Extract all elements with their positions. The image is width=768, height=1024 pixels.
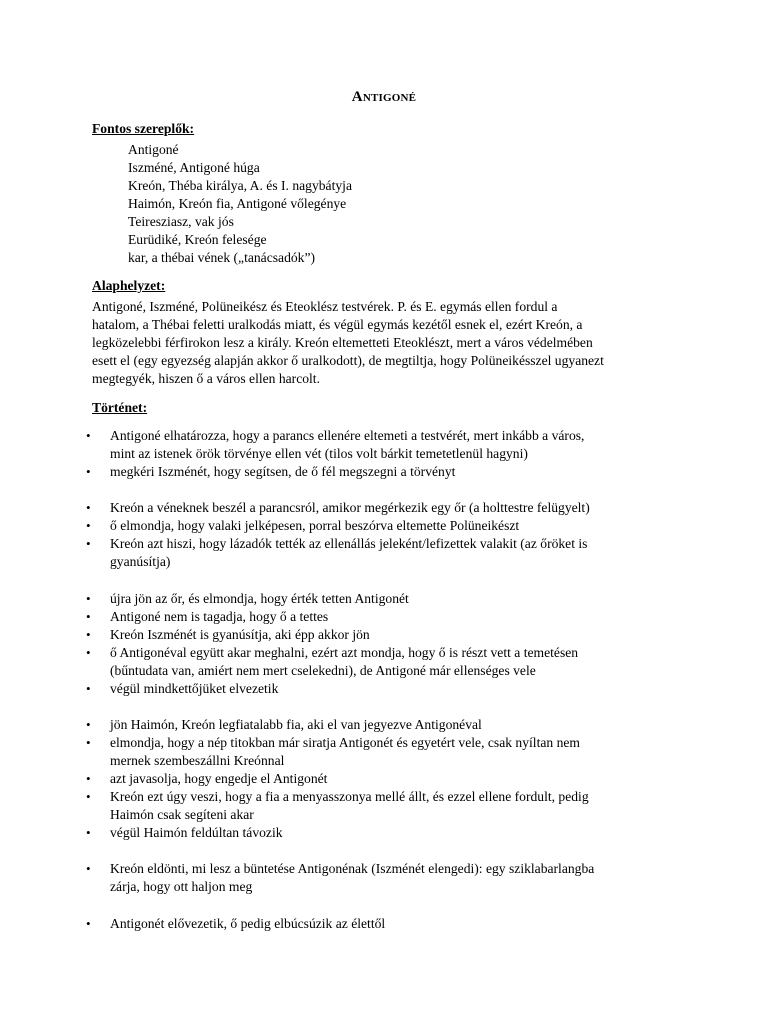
page-title: Antigoné xyxy=(351,89,417,105)
situation-line: Antigoné, Iszméné, Polüneikész és Eteoklész testvérek. P. és E. egymás ellen fordul a xyxy=(92,299,558,314)
story-item-line: mint az istenek örök törvénye ellen vét (tilos volt bárkit temetetlenül hagyni) xyxy=(110,446,528,461)
character-line: Teiresziasz, vak jós xyxy=(128,214,234,229)
situation-line: legközelebbi férfirokon lesz a király. Kreón eltemetteti Eteoklészt, mert a város védelmében xyxy=(92,335,593,350)
situation-heading: Alaphelyzet: xyxy=(92,278,166,293)
bullet-marker: • xyxy=(86,536,91,551)
situation-line: hatalom, a Thébai feletti uralkodás miatt, és végül egymás kezétől esnek el, ezért Kreón, a xyxy=(92,317,583,332)
character-line: Kreón, Théba királya, A. és I. nagybátyja xyxy=(128,178,352,193)
story-item-line: Kreón a véneknek beszél a parancsról, amikor megérkezik egy őr (a holttestre felügyelt) xyxy=(110,500,590,515)
situation-line: megtegyék, hiszen ő a város ellen harcolt. xyxy=(92,371,320,386)
story-item-line: Kreón azt hiszi, hogy lázadók tették az ellenállás jeleként/lefizettek valakit (az őröket is xyxy=(110,536,588,551)
story-item-line: végül mindkettőjüket elvezetik xyxy=(110,681,279,696)
character-line: Iszméné, Antigoné húga xyxy=(128,160,260,175)
story-item-line: (bűntudata van, amiért nem mert cselekedni), de Antigoné már ellenséges vele xyxy=(110,663,536,678)
story-item-line: elmondja, hogy a nép titokban már siratja Antigonét és egyetért vele, csak nyíltan nem xyxy=(110,735,580,750)
bullet-marker: • xyxy=(86,735,91,750)
bullet-marker: • xyxy=(86,717,91,732)
story-item-line: Antigonét elővezetik, ő pedig elbúcsúzik az élettől xyxy=(110,916,386,931)
story-item-line: Kreón Iszménét is gyanúsítja, aki épp akkor jön xyxy=(110,627,370,642)
story-item-line: zárja, hogy ott haljon meg xyxy=(110,879,253,894)
story-item-line: Antigoné nem is tagadja, hogy ő a tettes xyxy=(110,609,329,624)
story-item-line: mernek szembeszállni Kreónnal xyxy=(110,753,285,768)
story-item-line: végül Haimón feldúltan távozik xyxy=(110,825,283,840)
story-item-line: jön Haimón, Kreón legfiatalabb fia, aki el van jegyezve Antigonéval xyxy=(110,717,482,732)
bullet-marker: • xyxy=(86,825,91,840)
story-heading: Történet: xyxy=(92,400,148,415)
character-line: Eurüdiké, Kreón felesége xyxy=(128,232,267,247)
story-item-line: Antigoné elhatározza, hogy a parancs ellenére eltemeti a testvérét, mert inkább a város, xyxy=(110,428,585,443)
bullet-marker: • xyxy=(86,609,91,624)
bullet-marker: • xyxy=(86,464,91,479)
story-item-line: megkéri Iszménét, hogy segítsen, de ő fél megszegni a törvényt xyxy=(110,464,456,479)
bullet-marker: • xyxy=(86,591,91,606)
story-item-line: azt javasolja, hogy engedje el Antigonét xyxy=(110,771,328,786)
story-item-line: ő Antigonéval együtt akar meghalni, ezért azt mondja, hogy ő is részt vett a temetésen xyxy=(110,645,579,660)
character-line: kar, a thébai vének („tanácsadók”) xyxy=(128,250,316,265)
bullet-marker: • xyxy=(86,500,91,515)
bullet-marker: • xyxy=(86,861,91,876)
story-item-line: újra jön az őr, és elmondja, hogy érték tetten Antigonét xyxy=(110,591,409,606)
bullet-marker: • xyxy=(86,771,91,786)
character-line: Haimón, Kreón fia, Antigoné vőlegénye xyxy=(128,196,347,211)
bullet-marker: • xyxy=(86,627,91,642)
story-item-line: Kreón eldönti, mi lesz a büntetése Antigonénak (Iszménét elengedi): egy sziklabarlangba xyxy=(110,861,595,876)
situation-line: esett el (egy egyezség alapján akkor ő uralkodott), de megtiltja, hogy Polüneikésszel ugyanezt xyxy=(92,353,604,368)
bullet-marker: • xyxy=(86,789,91,804)
story-item-line: Haimón csak segíteni akar xyxy=(110,807,254,822)
bullet-marker: • xyxy=(86,428,91,443)
bullet-marker: • xyxy=(86,518,91,533)
story-item-line: gyanúsítja) xyxy=(110,554,171,569)
character-line: Antigoné xyxy=(128,142,179,157)
bullet-marker: • xyxy=(86,681,91,696)
bullet-marker: • xyxy=(86,916,91,931)
story-item-line: Kreón ezt úgy veszi, hogy a fia a menyasszonya mellé állt, és ezzel ellene fordult, pedig xyxy=(110,789,589,804)
characters-heading: Fontos szereplők: xyxy=(92,121,195,136)
story-item-line: ő elmondja, hogy valaki jelképesen, porral beszórva eltemette Polüneikészt xyxy=(110,518,520,533)
bullet-marker: • xyxy=(86,645,91,660)
